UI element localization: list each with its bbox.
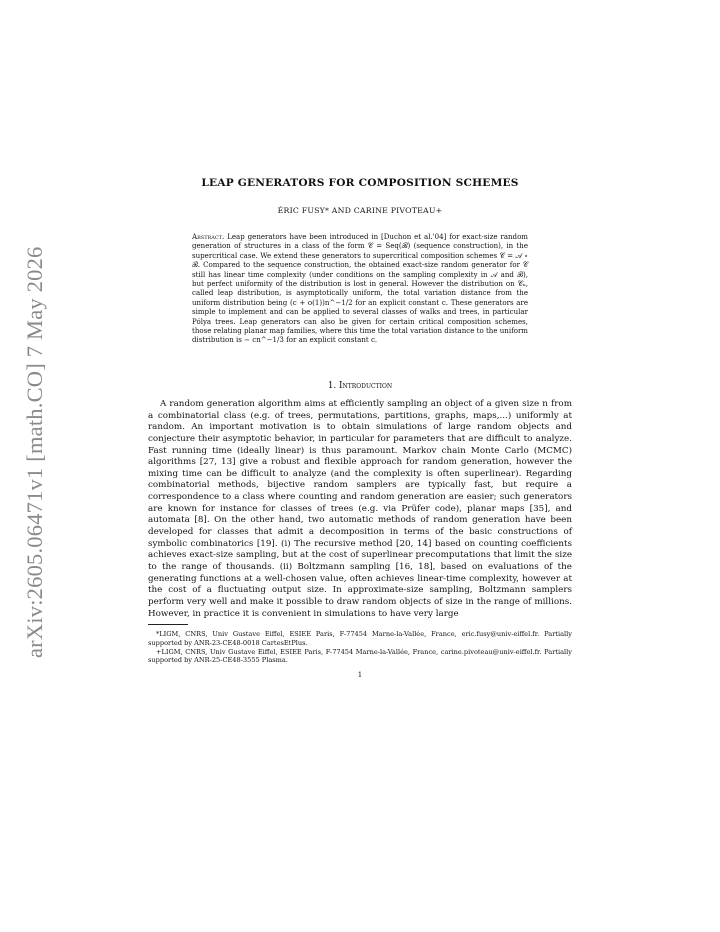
abstract (192, 232, 528, 345)
abstract-text: Leap generators have been introduced in [Duchon et al.'04] for exact-size random generation of structures in a class of the form 𝒞 = Seq(ℬ) (sequence construction), in the supercritical case. We extend these generators to supercritical composition schemes 𝒞 = 𝒜 ∘ ℬ. Compared to the sequence construction, the obtained exact-size random generator for 𝒞 still has linear time complexity (under conditions on the sampling complexity in 𝒜 and ℬ), but perfect uniformity of the distribution is lost in general. However the distribution on 𝒞ₙ, called leap distribution, is asymptotically uniform, the total variation distance from the uniform distribution being (c + o(1))n^−1/2 for an explicit constant c. These generators are simple to implement and can be applied to several classes of walks and trees, in particular Pólya trees. Leap generators can also be given for certain critical composition schemes, those relating planar map families, where this time the total variation distance to the uniform distribution is ∼ cn^−1/3 for an explicit constant c. (192, 232, 528, 345)
page-number: 1 (357, 670, 363, 679)
footnote-rule (148, 624, 188, 625)
introduction-paragraph: A random generation algorithm aims at efficiently sampling an object of a given size n from a combinatorial class (e.g. of trees, permutations, partitions, graphs, maps,...) uniformly at random. An important motivation is to obtain simulations of large random objects and conjecture their asymptotic behavior, in particular for parameters that are difficult to analyze. Fast running time (ideally linear) is thus paramount. Markov chain Monte Carlo (MCMC) algorithms [27, 13] give a robust and flexible approach for random generation, however the mixing time can be difficult to analyze (and the complexity is often superlinear). Regarding combinatorial methods, bijective random samplers are typically fast, but require a correspondence to a class where counting and random generation are easier; such generators are known for instance for classes of trees (e.g. via Prüfer code), planar maps [35], and automata [8]. On the other hand, two automatic methods of random generation have been developed for classes that admit a decomposition in terms of the basic constructions of symbolic combinatorics [19]. (i) The recursive method [20, 14] based on counting coefficients achieves exact-size sampling, but at the cost of superlinear precomputations that limit the size to the range of thousands. (ii) Boltzmann sampling [16, 18], based on evaluations of the generating functions at a well-chosen value, often achieves linear-time complexity, however at the cost of a fluctuating output size. In approximate-size sampling, Boltzmann samplers perform very well and make it possible to draw random objects of size in the range of millions. However, in practice it is convenient in simulations to have very large (148, 398, 572, 619)
paper-title: LEAP GENERATORS FOR COMPOSITION SCHEMES (201, 177, 519, 189)
section-heading (148, 381, 572, 391)
section-title: Introduction (339, 380, 393, 391)
arxiv-stamp: arXiv:2605.06471v1 [math.CO] 7 May 2026 (22, 246, 47, 658)
footnotes (148, 630, 572, 664)
abstract-label: Abstract. (192, 232, 225, 241)
footnote-first-author: *LIGM, CNRS, Univ Gustave Eiffel, ESIEE Paris, F-77454 Marne-la-Vallée, France, eric.fusy@univ-eiffel.fr. Partially supported by ANR-23-CE48-0018 CartesEtPlus. (148, 630, 572, 647)
section-number: 1. (327, 380, 337, 391)
paper-authors: ÉRIC FUSY* AND CARINE PIVOTEAU+ (277, 206, 443, 215)
footnote-second-author: +LIGM, CNRS, Univ Gustave Eiffel, ESIEE Paris, F-77454 Marne-la-Vallée, France, carine.pivoteau@univ-eiffel.fr. Partially supported by ANR-25-CE48-3555 Plasma. (148, 647, 572, 665)
paper-page (148, 172, 572, 679)
